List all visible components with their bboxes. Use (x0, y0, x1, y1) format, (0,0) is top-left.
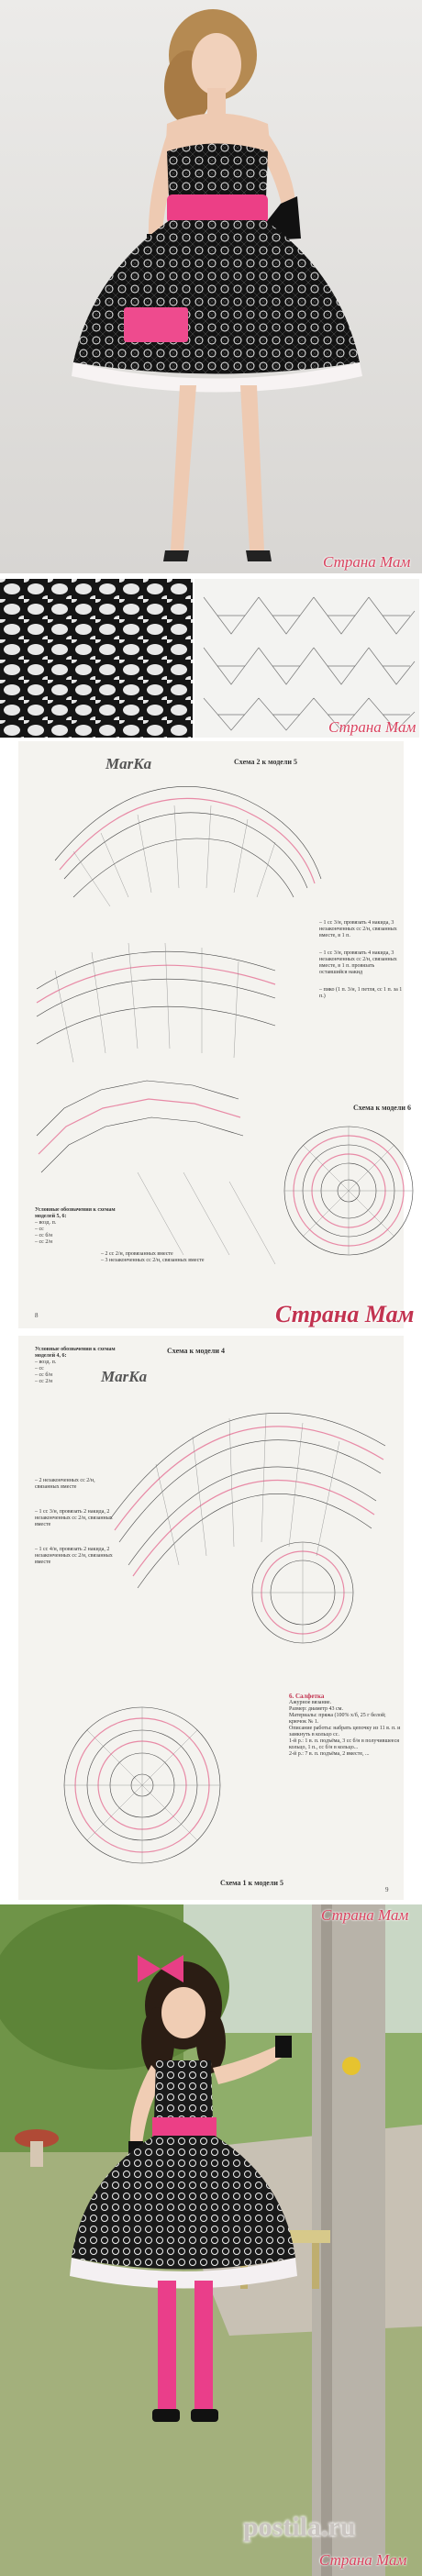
legend-item: – сс б/н (35, 1233, 53, 1238)
page-number: 8 (35, 1312, 39, 1319)
legend-item: – сс 2/н (35, 1379, 53, 1384)
pattern-page-1 (0, 741, 422, 1328)
lace-detail-panel (0, 579, 422, 738)
scheme-title: Схема 2 к модели 5 (234, 758, 297, 766)
article-line: Материалы: пряжа (100% х/б, 25 г белой; крючок № 1. (289, 1713, 386, 1725)
crochet-chart-page-2 (0, 1336, 422, 1904)
bottom-caption: Схема 1 к модели 5 (220, 1879, 283, 1887)
legend-item: – возд. п. (35, 1220, 57, 1226)
lace-closeup-photo (0, 579, 193, 738)
model-photo (0, 0, 422, 573)
article-line: Описание работы: набрать цепочку из 11 в. п. и замкнуть в кольцо сс. (289, 1726, 401, 1738)
legend-item: – сс 2/н (35, 1239, 53, 1245)
legend-item: – сс б/н (35, 1372, 53, 1378)
girl-photo (0, 1904, 422, 2576)
note-item: – 1 сс 3/н, провязать 4 накида, 3 незаконченных сс 2/н, связанных вместе, в 1 п. (319, 920, 397, 938)
note-item: – 1 сс 4/н, провязать 2 накида, 2 незаконченных сс 2/н, связанных вместе (35, 1547, 113, 1565)
watermark: Страна Мам (323, 553, 411, 571)
watermark: Страна Мам (319, 2551, 407, 2569)
lace-pattern-diagram (194, 579, 419, 738)
note-item: – 1 сс 3/н, провязать 2 накида, 2 незаконченных сс 2/н, связанных вместе (35, 1509, 113, 1527)
footer-logo: postila.ru (243, 2512, 356, 2542)
watermark: Страна Мам (275, 1301, 415, 1327)
legend-item: – 2 сс 2/н, провязанных вместе (101, 1251, 173, 1257)
legend-title: Условные обозначения к схемам моделей 4, 6: (35, 1347, 116, 1359)
article-text (289, 1693, 401, 1758)
article-line: Размер: диаметр 43 см. (289, 1706, 343, 1712)
legend (35, 1207, 218, 1246)
legend-item: – сс (35, 1227, 44, 1232)
page-number: 9 (385, 1886, 389, 1893)
legend-notes (35, 1478, 113, 1566)
legend-item: – возд. п. (35, 1360, 57, 1365)
pattern-page-2 (0, 1336, 422, 1904)
watermark: Страна Мам (328, 718, 416, 736)
girl-photo-panel (0, 1904, 422, 2576)
article-line: 2-й р.: 7 в. п. подъёма, 2 вместе, ... (289, 1751, 370, 1757)
right-notes (319, 920, 404, 1000)
article-line: 1-й р.: 1 в. п. подъёма, 3 сс б/н в получившееся кольцо, 1 п., сс б/н в кольцо... (289, 1738, 399, 1750)
legend-item: – сс (35, 1366, 44, 1371)
legend-title: Условные обозначения к схемам моделей 5, 6: (35, 1207, 116, 1219)
legend-item: – 3 незаконченных сс 2/н, связанных вместе (101, 1258, 205, 1263)
scheme-title: Схема к модели 4 (167, 1347, 225, 1355)
author-signature: MarKa (101, 1368, 148, 1385)
article-line: Ажурное вязание. (289, 1700, 332, 1705)
note-item: – пико (1 п. 3/н, 1 петля, сс 1 п. за 1 п.) (319, 987, 403, 999)
note-item: – 2 незаконченных сс 2/н, связанных вместе (35, 1478, 95, 1490)
note-item: – 1 сс 3/н, провязать 4 накида, 3 незаконченных сс 2/н, связанных вместе, в 1 п. провязать оставшийся накид (319, 950, 397, 975)
legend-b (101, 1251, 211, 1264)
model-photo-panel (0, 0, 422, 573)
watermark: Страна Мам (321, 1906, 409, 1924)
scheme-title-2: Схема к модели 6 (353, 1104, 411, 1112)
author-signature: MarKa (106, 755, 152, 772)
article-title: 6. Салфетка (289, 1693, 325, 1700)
